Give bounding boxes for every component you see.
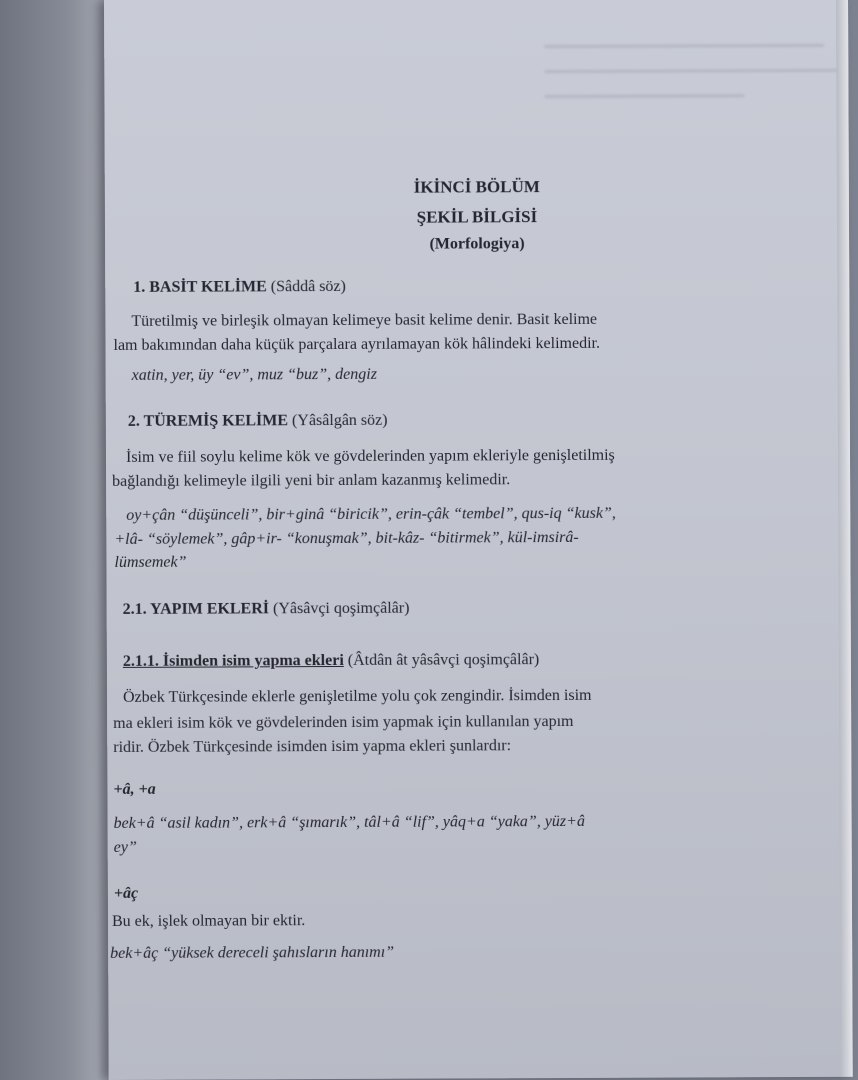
heading-local-text: (Yâsâlgân söz) [291, 411, 388, 430]
heading-text: 1. BASİT KELİME [133, 278, 267, 296]
paragraph-line: ridir. Özbek Türkçesinde isimden isim yapma ekleri şunlardır: [113, 737, 512, 756]
section-heading [128, 413, 388, 430]
section-heading [123, 652, 539, 670]
heading-local-text: (Sâddâ söz) [270, 277, 346, 296]
heading-local-text: (Âtdân ât yâsâvçi qoşimçâlâr) [347, 651, 540, 669]
chapter-subtitle-local: (Morfologiya) [429, 235, 525, 253]
heading-text: 2. TÜREMİŞ KELİME [127, 412, 289, 430]
page-text [104, 0, 853, 1080]
heading-text: 2.1.1. İsimden isim yapma ekleri [122, 651, 344, 670]
chapter-title: İKİNCİ BÖLÜM [413, 177, 540, 197]
example-line: +lâ- “söylemek”, gâp+ir- “konuşmak”, bit-kâz- “bitirmek”, kül-imsirâ- [114, 528, 579, 548]
chapter-subtitle: ŞEKİL BİLGİSİ [416, 207, 538, 227]
paragraph-line: lam bakımından daha küçük parçalara ayrılamayan kök hâlindeki kelimedir. [113, 334, 601, 354]
heading-text: 2.1. YAPIM EKLERİ [122, 600, 270, 618]
paragraph-line: Türetilmiş ve birleşik olmayan kelimeye basit kelime denir. Basit kelime [131, 310, 598, 330]
paragraph-line: Özbek Türkçesinde eklerle genişletilme yolu çok zengindir. İsimden isim [123, 686, 592, 706]
facing-page-edge [0, 0, 122, 1080]
example-line: lümsemek” [114, 553, 187, 571]
example-line: ey” [113, 838, 137, 856]
section-heading [133, 279, 346, 296]
example-line: xatin, yer, üy “ev”, muz “buz”, dengiz [131, 365, 378, 384]
suffix-label: +âç [113, 884, 139, 902]
paragraph-line: İsim ve fiil soylu kelime kök ve gövdelerinden yapım ekleriyle genişletilmiş [125, 446, 615, 466]
example-line: oy+çân “düşünceli”, bir+ginâ “biricik”, erin-çâk “tembel”, qus-iq “kusk”, [126, 504, 616, 524]
paragraph-line: ma ekleri isim kök ve gövdelerinden isim yapmak için kullanılan yapım [113, 712, 574, 732]
example-line: bek+âç “yüksek dereceli şahısların hanımı” [110, 943, 395, 962]
example-line: bek+â “asil kadın”, erk+â “şımarık”, tâl+â “lif”, yâq+a “yaka”, yüz+â [113, 812, 585, 832]
suffix-label: +â, +a [113, 780, 156, 798]
paragraph-line: Bu ek, işlek olmayan bir ektir. [111, 912, 306, 930]
book-page [104, 0, 853, 1080]
heading-local-text: (Yâsâvçi qoşimçâlâr) [273, 599, 410, 618]
paragraph-line: bağlandığı kelimeyle ilgili yeni bir anlam kazanmış kelimedir. [112, 471, 511, 490]
section-heading [123, 601, 410, 618]
